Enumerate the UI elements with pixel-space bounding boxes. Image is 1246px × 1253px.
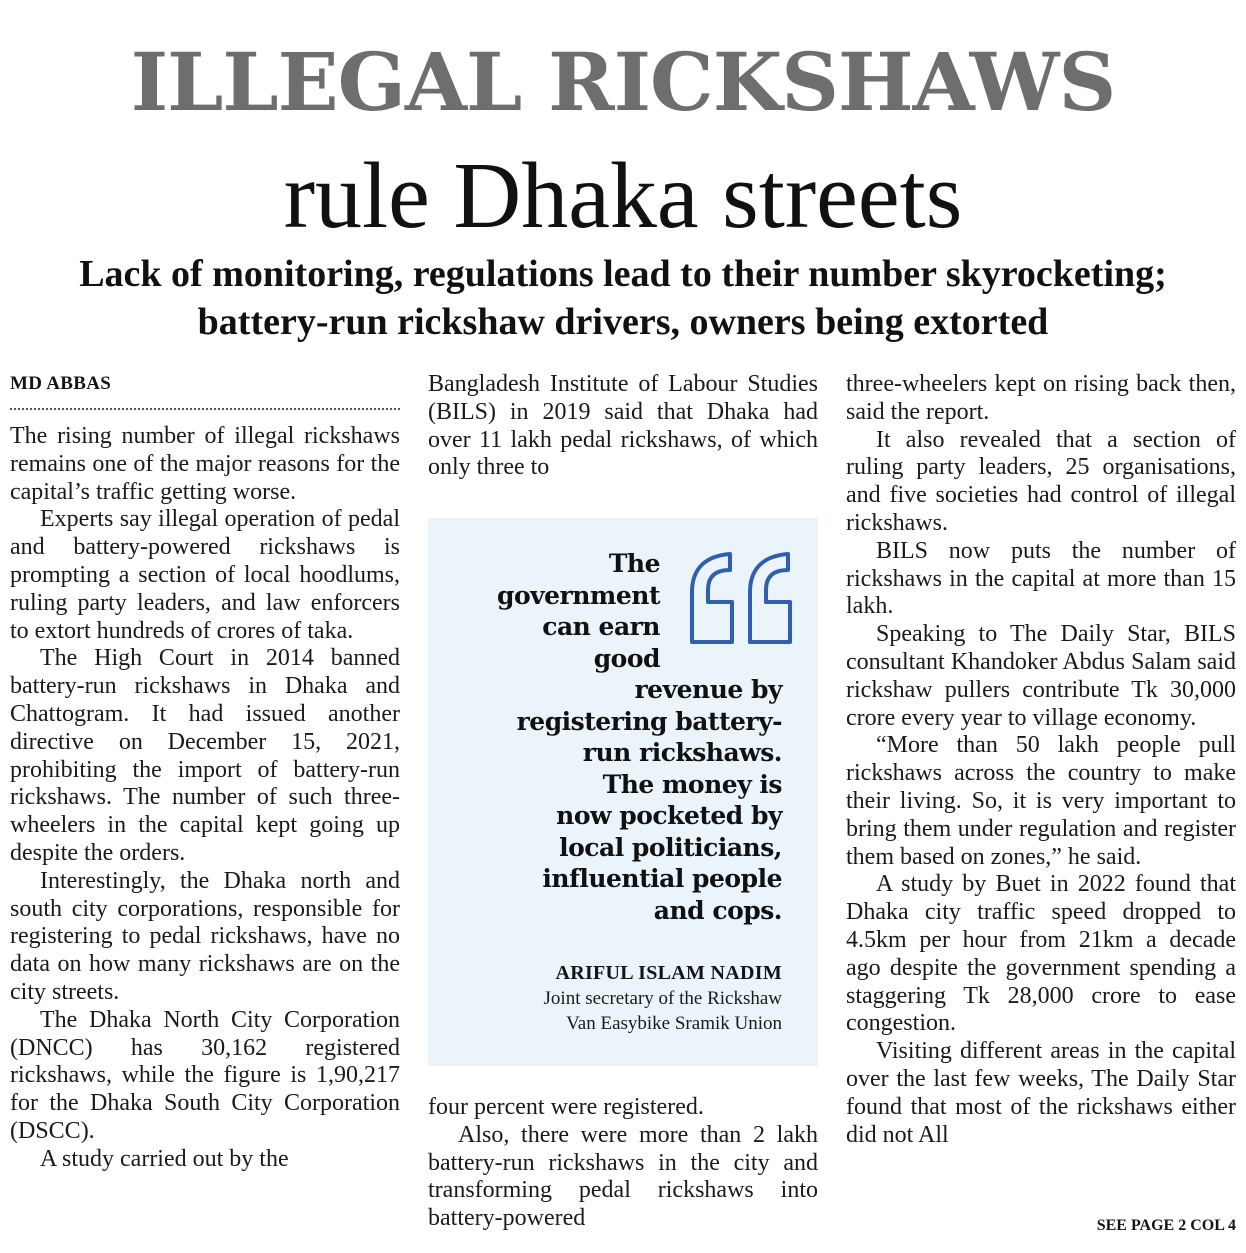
pull-quote-line: can earn: [542, 612, 660, 641]
byline: MD ABBAS: [10, 373, 112, 394]
byline-divider: [10, 408, 400, 410]
pull-quote-line: run rickshaws.: [582, 738, 782, 767]
paragraph: “More than 50 lakh people pull rickshaws across the country to make their living. So, it is very important to bring them under regulation and register them based on zones,” he said.: [846, 732, 1236, 870]
paragraph: Bangladesh Institute of Labour Studies (BILS) in 2019 said that Dhaka had over 11 lakh pedal rickshaws, of which only three to: [428, 371, 818, 481]
paragraph: three-wheelers kept on rising back then, said the report.: [846, 371, 1236, 425]
subheadline-line-2: battery-run rickshaw drivers, owners being extorted: [197, 301, 1049, 343]
pull-quote-line: The money is: [602, 769, 782, 799]
continuation-jump: SEE PAGE 2 COL 4: [1096, 1217, 1236, 1234]
paragraph: It also revealed that a section of ruling party leaders, 25 organisations, and five societies had control of illegal rickshaws.: [846, 426, 1236, 536]
pull-quote-box: [428, 518, 818, 1066]
paragraph: BILS now puts the number of rickshaws in the capital at more than 15 lakh.: [846, 537, 1236, 620]
attribution-role-line: Van Easybike Sramik Union: [566, 1013, 782, 1034]
headline-line-1: ILLEGAL RICKSHAWS: [130, 35, 1116, 129]
pull-quote-line: now pocketed by: [556, 801, 782, 830]
pull-quote-line: registering battery-: [516, 706, 782, 736]
pull-quote-line: revenue by: [634, 675, 782, 704]
paragraph: Experts say illegal operation of pedal and battery-powered rickshaws is prompting a section of local hoodlums, ruling party leaders, and law enforcers to extort hundreds of crores of taka.: [10, 506, 400, 644]
pull-quote-line: The: [608, 549, 660, 578]
paragraph: The High Court in 2014 banned battery-run rickshaws in Dhaka and Chattogram. It had issued another directive on December 15, 2021, prohibiting the import of battery-run rickshaws. The number of such three-wheelers in the capital kept going up despite the orders.: [10, 645, 400, 866]
paragraph: The rising number of illegal rickshaws remains one of the major reasons for the capital’s traffic getting worse.: [10, 423, 400, 505]
pull-quote-line: and cops.: [653, 895, 782, 925]
paragraph: A study carried out by the: [40, 1145, 289, 1172]
pull-quote-text: [462, 548, 782, 926]
pull-quote-line: influential people: [542, 864, 782, 893]
paragraph: A study by Buet in 2022 found that Dhaka city traffic speed dropped to 4.5km per hour from 21km a decade ago despite the government spending a staggering Tk 28,000 crore to ease congestion.: [846, 871, 1236, 1037]
article-column-3: [846, 371, 1236, 1149]
article-column-2-bottom: [428, 1094, 818, 1233]
article-column-1: [10, 423, 400, 1174]
article-column-2-top: [428, 371, 818, 482]
paragraph: Interestingly, the Dhaka north and south city corporations, responsible for registering to pedal rickshaws, have no data on how many rickshaws are on the city streets.: [10, 867, 400, 1005]
attribution-role-line: Joint secretary of the Rickshaw: [543, 988, 782, 1009]
subheadline-line-1: Lack of monitoring, regulations lead to their number skyrocketing;: [79, 253, 1167, 295]
paragraph: Speaking to The Daily Star, BILS consultant Khandoker Abdus Salam said rickshaw pullers contribute Tk 30,000 crore every year to village economy.: [846, 621, 1236, 731]
pull-quote-attribution-role: [442, 986, 782, 1036]
paragraph: four percent were registered.: [428, 1094, 704, 1120]
headline-line-2: rule Dhaka streets: [283, 144, 963, 248]
pull-quote-line: local politicians,: [559, 832, 782, 862]
subheadline: [0, 250, 1246, 346]
pull-quote-line: government: [496, 580, 660, 610]
paragraph: Also, there were more than 2 lakh battery-run rickshaws in the city and transforming pedal rickshaws into battery-powered: [428, 1121, 818, 1232]
paragraph: The Dhaka North City Corporation (DNCC) has 30,162 registered rickshaws, while the figure is 1,90,217 for the Dhaka South City Corporation (DSCC).: [10, 1006, 400, 1144]
paragraph: Visiting different areas in the capital over the last few weeks, The Daily Star found that most of the rickshaws either did not All: [846, 1038, 1236, 1148]
pull-quote-attribution-name: ARIFUL ISLAM NADIM: [555, 962, 782, 984]
pull-quote-line: good: [593, 643, 660, 673]
